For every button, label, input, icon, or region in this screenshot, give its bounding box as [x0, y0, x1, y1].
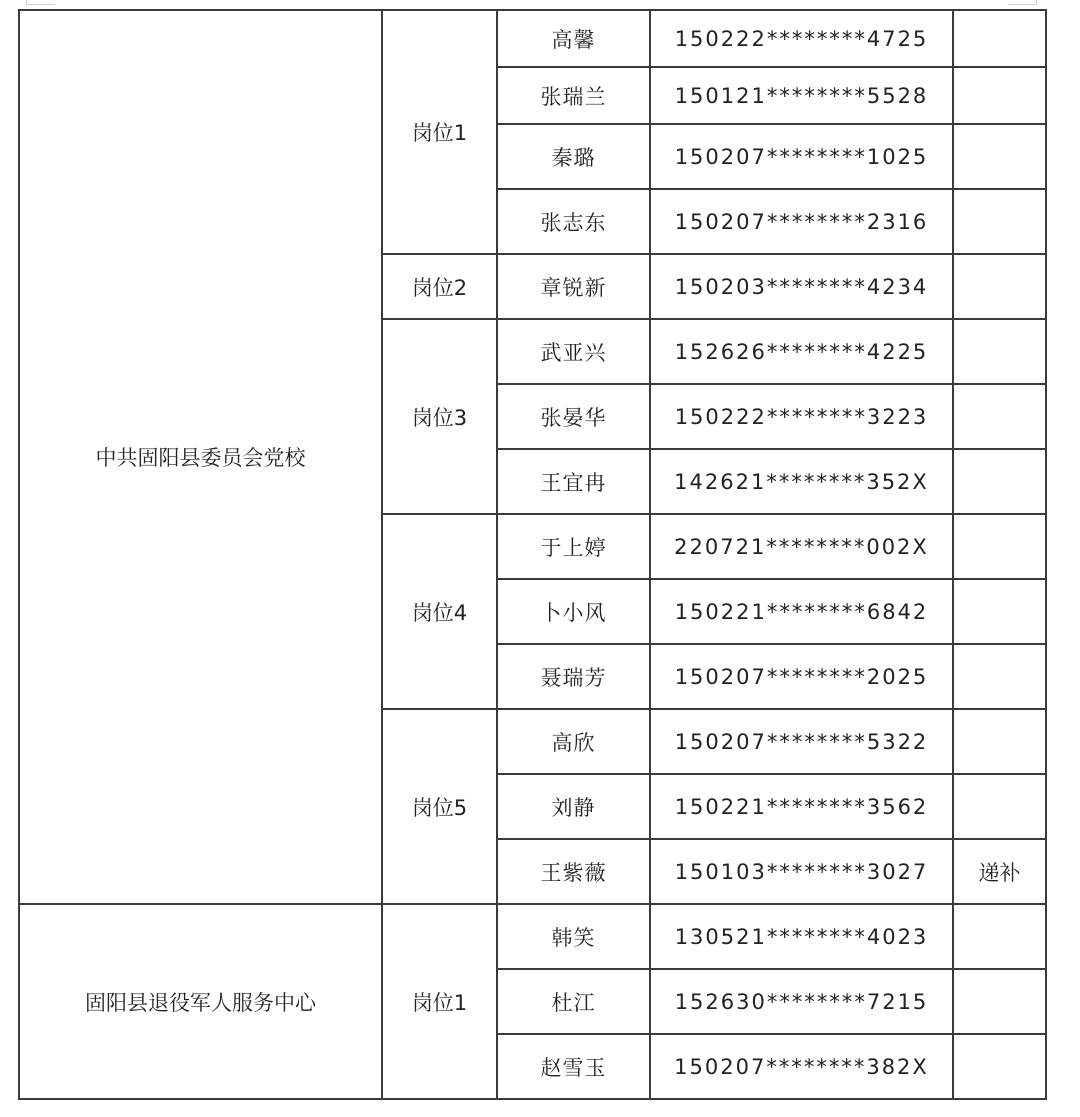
post-label-cell: 岗位3 — [382, 319, 497, 514]
unit-name-cell: 固阳县退役军人服务中心 — [19, 904, 382, 1099]
candidate-name: 高馨 — [497, 10, 650, 67]
candidate-note: 递补 — [953, 839, 1046, 904]
candidate-id: 150207********1025 — [650, 124, 953, 189]
candidate-id: 150121********5528 — [650, 67, 953, 124]
candidate-name: 刘静 — [497, 774, 650, 839]
candidate-name: 韩笑 — [497, 904, 650, 969]
candidate-name: 高欣 — [497, 709, 650, 774]
candidate-id: 150207********5322 — [650, 709, 953, 774]
candidate-note — [953, 67, 1046, 124]
candidate-id: 220721********002X — [650, 514, 953, 579]
candidate-name: 秦璐 — [497, 124, 650, 189]
candidate-name: 于上婷 — [497, 514, 650, 579]
candidate-note — [953, 319, 1046, 384]
candidate-note — [953, 124, 1046, 189]
candidate-note — [953, 449, 1046, 514]
candidate-name: 章锐新 — [497, 254, 650, 319]
table-row — [19, 10, 1046, 67]
candidate-id: 150221********3562 — [650, 774, 953, 839]
candidate-note — [953, 774, 1046, 839]
candidate-table — [18, 9, 1047, 1100]
candidate-name: 王宜冉 — [497, 449, 650, 514]
candidate-name: 张瑞兰 — [497, 67, 650, 124]
candidate-id: 150207********2316 — [650, 189, 953, 254]
candidate-name: 赵雪玉 — [497, 1034, 650, 1099]
candidate-id: 150222********3223 — [650, 384, 953, 449]
post-label-cell: 岗位2 — [382, 254, 497, 319]
crop-mark-right — [1008, 0, 1037, 5]
candidate-id: 150203********4234 — [650, 254, 953, 319]
candidate-note — [953, 709, 1046, 774]
candidate-id: 130521********4023 — [650, 904, 953, 969]
candidate-note — [953, 644, 1046, 709]
candidate-note — [953, 1034, 1046, 1099]
candidate-name: 杜江 — [497, 969, 650, 1034]
candidate-note — [953, 904, 1046, 969]
crop-mark-left — [26, 0, 55, 5]
candidate-name: 武亚兴 — [497, 319, 650, 384]
candidate-id: 152626********4225 — [650, 319, 953, 384]
post-label-cell: 岗位4 — [382, 514, 497, 709]
candidate-note — [953, 579, 1046, 644]
post-label-cell: 岗位1 — [382, 904, 497, 1099]
candidate-note — [953, 10, 1046, 67]
candidate-id: 150103********3027 — [650, 839, 953, 904]
candidate-id: 150222********4725 — [650, 10, 953, 67]
post-label-cell: 岗位5 — [382, 709, 497, 904]
candidate-id: 142621********352X — [650, 449, 953, 514]
candidate-id: 150207********2025 — [650, 644, 953, 709]
post-label-cell: 岗位1 — [382, 10, 497, 254]
candidate-id: 150221********6842 — [650, 579, 953, 644]
candidate-name: 张晏华 — [497, 384, 650, 449]
candidate-note — [953, 189, 1046, 254]
candidate-note — [953, 384, 1046, 449]
candidate-name: 王紫薇 — [497, 839, 650, 904]
candidate-name: 张志东 — [497, 189, 650, 254]
table-row — [19, 904, 1046, 969]
candidate-note — [953, 254, 1046, 319]
candidate-id: 152630********7215 — [650, 969, 953, 1034]
candidate-name: 聂瑞芳 — [497, 644, 650, 709]
unit-name-cell: 中共固阳县委员会党校 — [19, 10, 382, 904]
candidate-note — [953, 514, 1046, 579]
candidate-id: 150207********382X — [650, 1034, 953, 1099]
candidate-note — [953, 969, 1046, 1034]
candidate-name: 卜小风 — [497, 579, 650, 644]
